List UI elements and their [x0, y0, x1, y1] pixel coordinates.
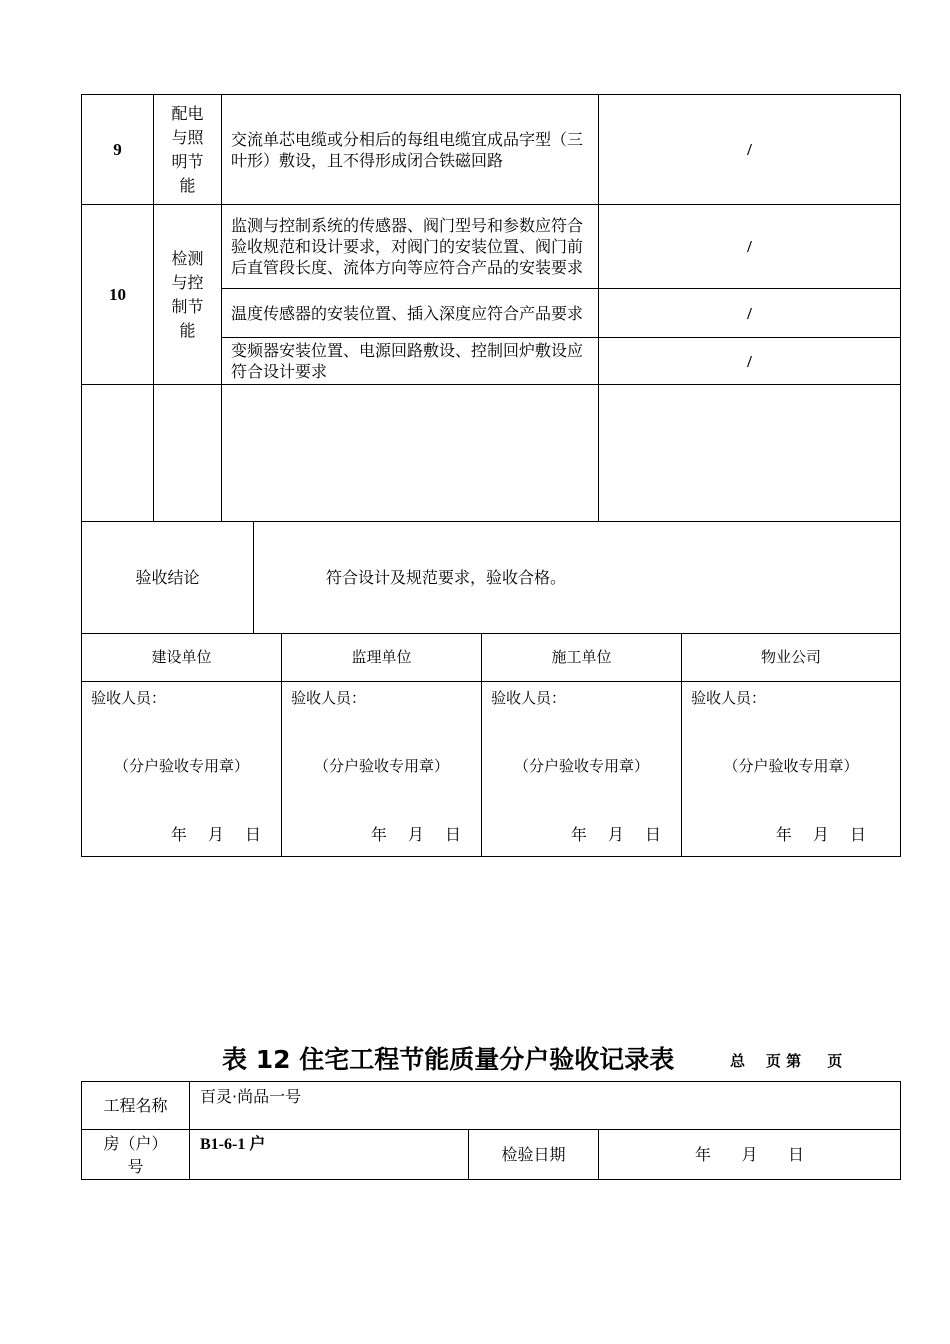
project-name-label: 工程名称: [82, 1082, 190, 1130]
room-number-label: [82, 1130, 190, 1180]
signature-cell: [682, 682, 901, 857]
row-number: 9: [82, 95, 154, 205]
item-description: 交流单芯电缆或分相后的每组电缆宜成品字型（三叶形）敷设，且不得形成闭合铁磁回路: [222, 95, 599, 205]
category-line: 明节: [171, 151, 204, 171]
category-line: 配电: [171, 103, 204, 123]
empty-cell: [154, 385, 222, 522]
sign-date: 年 月 日: [370, 825, 461, 844]
inspection-date-value: 年 月 日: [599, 1130, 901, 1180]
inspector-label: 验收人员：: [291, 689, 367, 707]
table-row: [82, 95, 901, 205]
item-result: /: [599, 95, 901, 205]
category-cell: [154, 95, 222, 205]
seal-text: （分户验收专用章）: [113, 757, 249, 775]
row-number: 10: [82, 205, 154, 385]
table-row: [82, 205, 901, 289]
project-name-value: 百灵·尚品一号: [190, 1082, 901, 1130]
signature-cell: [282, 682, 482, 857]
category-cell: [154, 205, 222, 385]
empty-cell: [82, 385, 154, 522]
conclusion-table: [81, 521, 901, 634]
item-result: /: [599, 205, 901, 289]
room-label-line: 房（户）: [103, 1133, 168, 1153]
unit-name: 施工单位: [482, 634, 682, 682]
form-title: 表 12 住宅工程节能质量分户验收记录表: [222, 1045, 675, 1074]
signature-cell: [482, 682, 682, 857]
room-number-value: B1-6-1 户: [190, 1130, 469, 1180]
seal-text: （分户验收专用章）: [513, 757, 649, 775]
conclusion-label: 验收结论: [82, 522, 254, 634]
category-line: 与控: [171, 272, 204, 292]
inspection-table: [81, 94, 901, 522]
category-line: 能: [179, 320, 196, 340]
signature-cell: [82, 682, 282, 857]
inspector-label: 验收人员：: [491, 689, 567, 707]
page-count: 总 页 第 页: [730, 1052, 843, 1070]
unit-name: 监理单位: [282, 634, 482, 682]
unit-name: 物业公司: [682, 634, 901, 682]
category-line: 制节: [171, 296, 204, 316]
category-line: 检测: [171, 248, 204, 268]
sign-date: 年 月 日: [775, 825, 866, 844]
category-line: 与照: [171, 127, 204, 147]
conclusion-text: 符合设计及规范要求，验收合格。: [254, 522, 901, 634]
seal-text: （分户验收专用章）: [313, 757, 449, 775]
empty-row: [82, 385, 901, 522]
room-label-line: 号: [127, 1156, 144, 1176]
inspector-label: 验收人员：: [691, 689, 767, 707]
category-line: 能: [179, 175, 196, 195]
inspection-date-label: 检验日期: [469, 1130, 599, 1180]
item-description: 监测与控制系统的传感器、阀门型号和参数应符合验收规范和设计要求，对阀门的安装位置、阀门前后直管段长度、流体方向等应符合产品的安装要求: [222, 205, 599, 289]
item-result: /: [599, 338, 901, 385]
seal-text: （分户验收专用章）: [723, 757, 859, 775]
empty-cell: [599, 385, 901, 522]
signature-table: [81, 633, 901, 857]
item-description: 变频器安装位置、电源回路敷设、控制回炉敷设应符合设计要求: [222, 338, 599, 385]
empty-cell: [222, 385, 599, 522]
item-description: 温度传感器的安装位置、插入深度应符合产品要求: [222, 289, 599, 338]
project-info-table: [81, 1081, 901, 1180]
sign-date: 年 月 日: [570, 825, 661, 844]
unit-name: 建设单位: [82, 634, 282, 682]
inspector-label: 验收人员：: [91, 689, 167, 707]
sign-date: 年 月 日: [170, 825, 261, 844]
item-result: /: [599, 289, 901, 338]
